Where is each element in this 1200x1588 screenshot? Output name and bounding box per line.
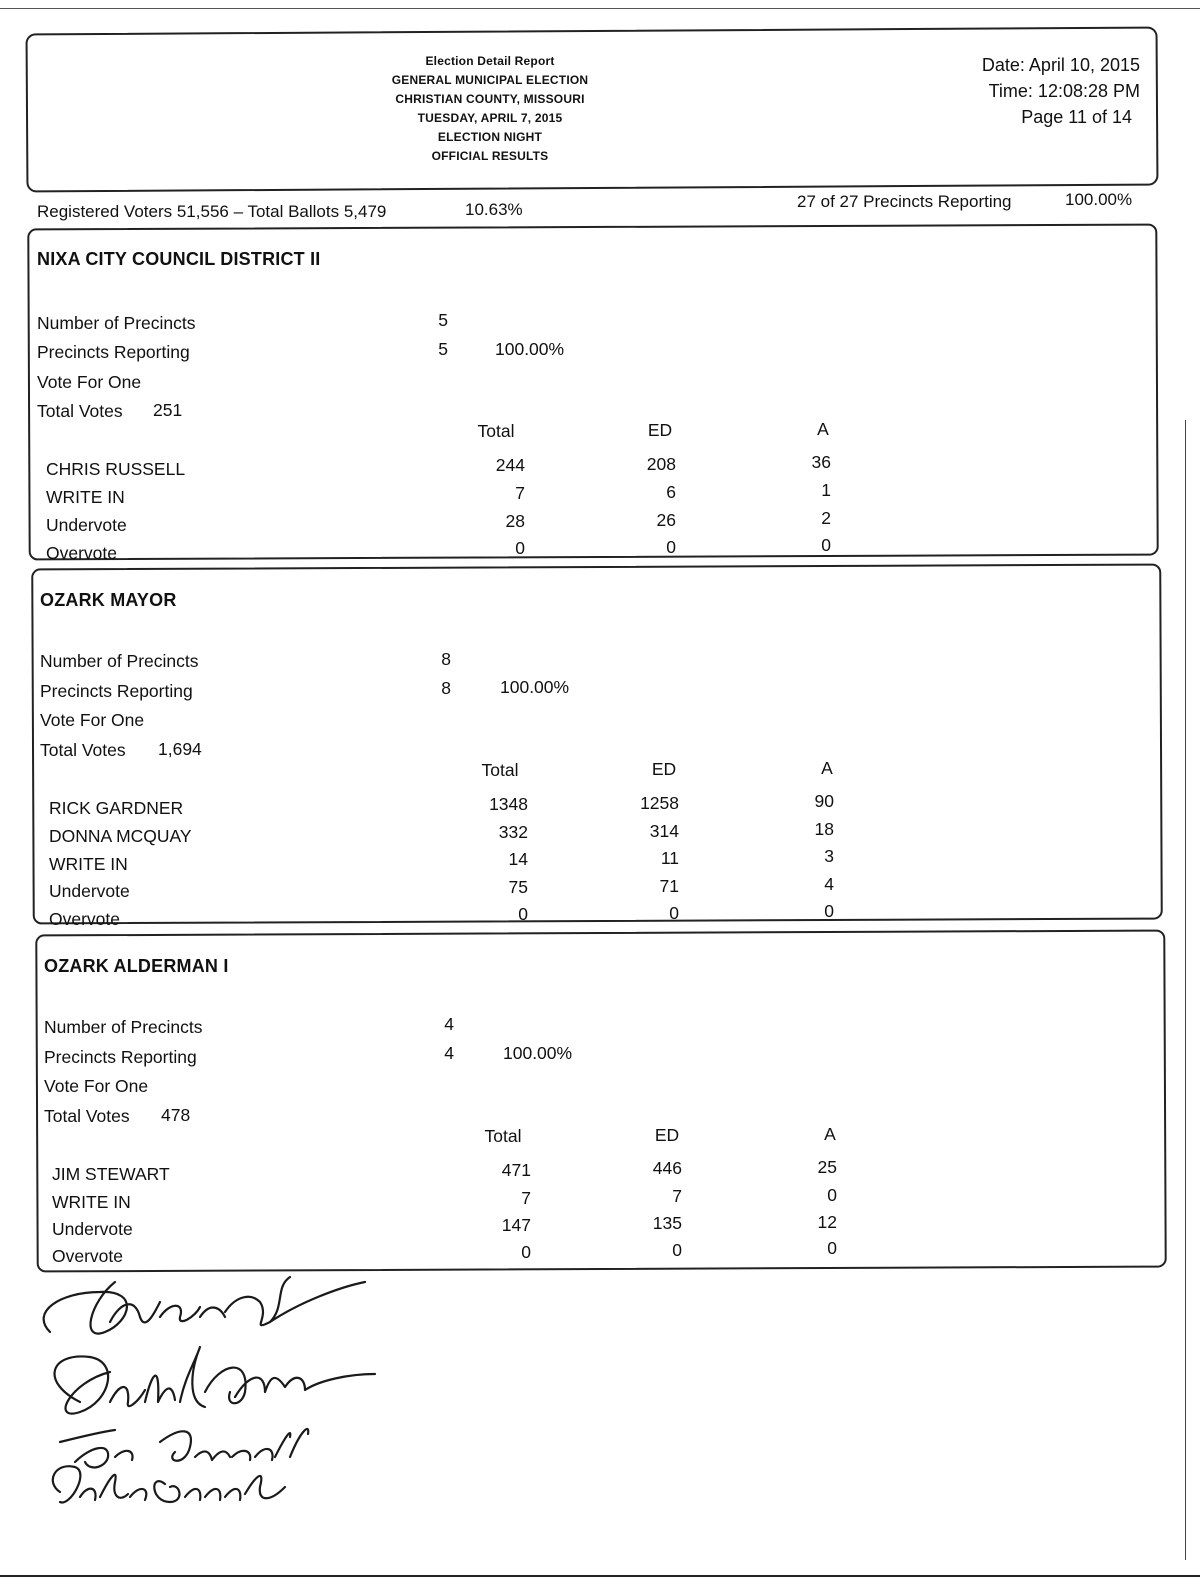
candidate-a: 4 (824, 874, 834, 894)
precincts-reporting-value: 8 (441, 678, 451, 698)
candidate-a: 1 (821, 480, 831, 500)
number-of-precincts-value: 8 (441, 649, 451, 669)
candidate-total: 332 (498, 822, 528, 842)
candidate-a: 2 (821, 508, 831, 528)
candidate-total: 14 (508, 849, 528, 869)
candidate-name: Undervote (46, 515, 127, 535)
column-header-a: A (824, 1124, 836, 1144)
total-votes-label: Total Votes (37, 401, 123, 421)
column-header-a: A (817, 419, 829, 439)
candidate-a: 0 (821, 535, 831, 555)
summary-turnout: 10.63% (465, 200, 523, 219)
candidate-ed: 446 (652, 1158, 682, 1178)
candidate-name: WRITE IN (49, 854, 128, 874)
vote-for-label: Vote For One (37, 372, 142, 392)
candidate-a: 0 (824, 901, 834, 921)
candidate-ed: 11 (660, 848, 679, 868)
precincts-reporting-pct: 100.00% (500, 677, 570, 697)
race-box-nixa (27, 224, 1158, 561)
race-title: NIXA CITY COUNCIL DISTRICT II (37, 249, 321, 269)
candidate-ed: 6 (666, 482, 676, 502)
column-header-total: Total (484, 1126, 522, 1146)
total-votes-label: Total Votes (40, 740, 126, 760)
race-box-ozark-alderman (35, 930, 1166, 1273)
candidate-a: 18 (814, 819, 834, 839)
candidate-name: JIM STEWART (52, 1164, 170, 1184)
candidate-ed: 7 (672, 1186, 682, 1206)
header-line: OFFICIAL RESULTS (431, 149, 549, 163)
precincts-reporting-label: Precincts Reporting (44, 1047, 197, 1067)
candidate-a: 36 (811, 452, 831, 472)
number-of-precincts-label: Number of Precincts (40, 651, 199, 671)
candidate-total: 147 (501, 1215, 531, 1235)
vote-for-label: Vote For One (40, 710, 145, 730)
report-date: Date: April 10, 2015 (981, 55, 1140, 75)
number-of-precincts-label: Number of Precincts (44, 1017, 203, 1037)
column-header-a: A (821, 758, 833, 778)
summary-precincts: 27 of 27 Precincts Reporting (797, 192, 1012, 211)
candidate-ed: 314 (649, 821, 679, 841)
candidate-name: CHRIS RUSSELL (46, 459, 186, 479)
header-line: ELECTION NIGHT (437, 130, 543, 144)
candidate-total: 1348 (489, 794, 528, 814)
candidate-total: 471 (501, 1160, 531, 1180)
report-page: Page 11 of 14 (1021, 107, 1132, 127)
report-header-title (330, 52, 650, 166)
candidate-ed: 135 (652, 1213, 682, 1233)
header-line: TUESDAY, APRIL 7, 2015 (417, 111, 563, 125)
race-title: OZARK ALDERMAN I (44, 956, 229, 976)
total-votes-value: 478 (161, 1105, 191, 1125)
candidate-name: Undervote (52, 1219, 133, 1239)
scan-top-edge (0, 8, 1200, 9)
candidate-a: 3 (824, 846, 834, 866)
candidate-name: WRITE IN (52, 1192, 131, 1212)
summary-precincts-pct: 100.00% (1065, 190, 1133, 209)
column-header-total: Total (481, 760, 519, 780)
candidate-total: 7 (515, 483, 525, 503)
precincts-reporting-pct: 100.00% (495, 339, 565, 359)
total-votes-value: 251 (153, 400, 183, 420)
candidate-total: 0 (518, 904, 528, 924)
candidate-a: 0 (827, 1185, 837, 1205)
column-header-ed: ED (647, 420, 673, 440)
candidate-ed: 0 (666, 537, 676, 557)
scan-bottom-edge (0, 1575, 1200, 1577)
header-line: CHRISTIAN COUNTY, MISSOURI (395, 92, 585, 106)
signatures-icon (20, 1262, 400, 1522)
summary-voters-ballots: Registered Voters 51,556 – Total Ballots 5,479 (37, 202, 387, 221)
vote-for-label: Vote For One (44, 1076, 149, 1096)
precincts-reporting-label: Precincts Reporting (37, 342, 190, 362)
candidate-total: 75 (508, 877, 528, 897)
candidate-ed: 0 (669, 903, 679, 923)
column-header-ed: ED (651, 759, 677, 779)
race-title: OZARK MAYOR (40, 590, 177, 610)
candidate-ed: 71 (659, 876, 679, 896)
candidate-name: Overvote (46, 543, 117, 563)
header-line: GENERAL MUNICIPAL ELECTION (391, 73, 589, 87)
candidate-ed: 1258 (640, 793, 679, 813)
column-header-ed: ED (654, 1125, 680, 1145)
candidate-a: 90 (814, 791, 834, 811)
candidate-total: 244 (495, 455, 525, 475)
candidate-total: 28 (505, 511, 525, 531)
candidate-ed: 0 (672, 1240, 682, 1260)
candidate-name: Overvote (49, 909, 120, 929)
precincts-reporting-value: 4 (444, 1043, 454, 1063)
total-votes-label: Total Votes (44, 1106, 130, 1126)
report-meta (940, 52, 1140, 130)
precincts-reporting-label: Precincts Reporting (40, 681, 193, 701)
candidate-a: 25 (817, 1157, 837, 1177)
number-of-precincts-label: Number of Precincts (37, 313, 196, 333)
precincts-reporting-pct: 100.00% (503, 1043, 573, 1063)
header-line: Election Detail Report (425, 54, 555, 68)
number-of-precincts-value: 5 (438, 310, 448, 330)
candidate-ed: 26 (656, 510, 676, 530)
candidate-total: 0 (521, 1242, 531, 1262)
candidate-a: 0 (827, 1238, 837, 1258)
scan-right-edge (1185, 420, 1186, 1560)
candidate-name: WRITE IN (46, 487, 125, 507)
candidate-total: 7 (521, 1188, 531, 1208)
candidate-name: Undervote (49, 881, 130, 901)
report-time: Time: 12:08:28 PM (988, 81, 1140, 101)
column-header-total: Total (477, 421, 515, 441)
candidate-a: 12 (817, 1212, 837, 1232)
number-of-precincts-value: 4 (444, 1014, 454, 1034)
candidate-total: 0 (515, 538, 525, 558)
candidate-ed: 208 (646, 454, 676, 474)
candidate-name: RICK GARDNER (49, 798, 184, 818)
total-votes-value: 1,694 (158, 739, 202, 759)
candidate-name: Overvote (52, 1246, 123, 1266)
candidate-name: DONNA MCQUAY (49, 826, 192, 846)
precincts-reporting-value: 5 (438, 339, 448, 359)
